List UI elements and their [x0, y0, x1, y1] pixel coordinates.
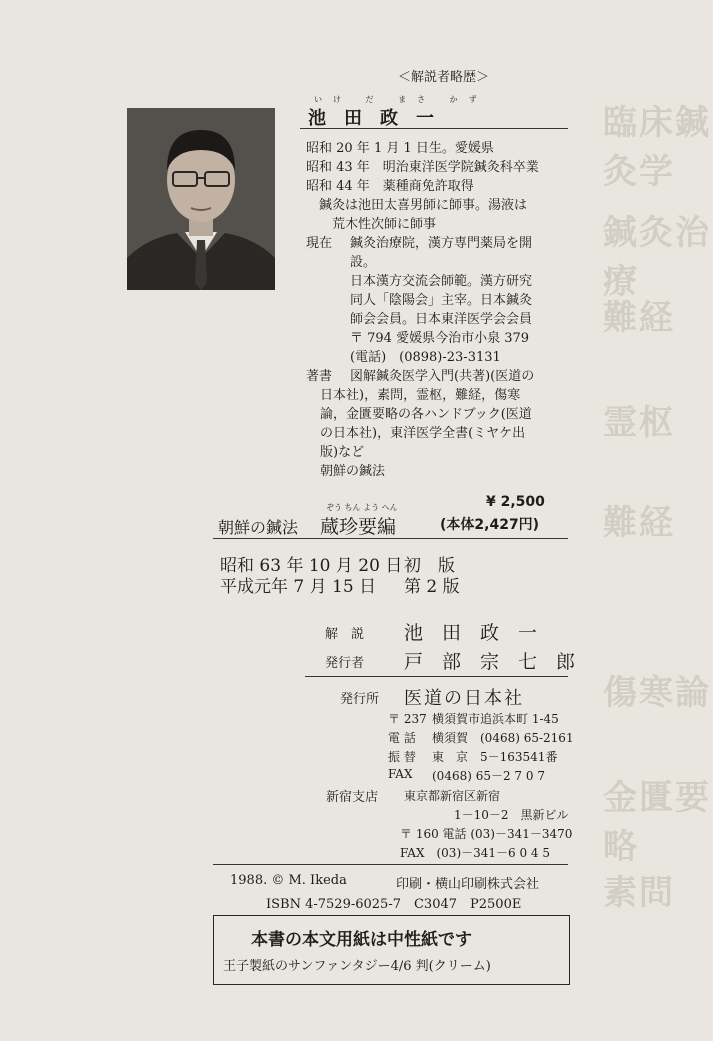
branch-line: FAX (03)－341－6 0 4 5: [400, 846, 551, 860]
current-line: 鍼灸治療院，漢方専門薬局を開: [350, 236, 533, 251]
publisher-key: FAX: [388, 767, 413, 781]
publisher-value: 横須賀市追浜本町 1-45: [432, 712, 559, 726]
current-line: 設。: [350, 255, 377, 270]
ghost-spine: 素問: [603, 873, 675, 913]
works-line: 版)など: [320, 445, 365, 460]
publisher-label: 発行所: [340, 692, 380, 707]
isbn: ISBN 4-7529-6025-7 C3047 P2500E: [266, 897, 522, 912]
edition-date: 昭和 63 年 10 月 20 日: [220, 556, 403, 576]
ghost-spine: 鍼灸治療: [603, 213, 711, 302]
book-title: 蔵珍要編: [320, 516, 397, 538]
current-line: (電話) (0898)-23-3131: [350, 350, 501, 365]
works-line: 朝鮮の鍼法: [320, 464, 386, 479]
price: ¥ 2,500: [486, 494, 545, 510]
title-ruby: ぞう ちん よう へん: [326, 503, 398, 512]
divider: [213, 538, 568, 539]
credit-name: 池 田 政 一: [404, 622, 538, 644]
credit-role: 発行者: [325, 656, 365, 671]
publisher-key: 電 話: [388, 731, 416, 745]
works-line: 図解鍼灸医学入門(共著)(医道の: [350, 369, 535, 384]
edition-date: 平成元年 7 月 15 日: [220, 577, 377, 597]
bio-line: 荒木性次師に師事: [306, 217, 437, 232]
edition-label: 第 2 版: [404, 577, 460, 597]
current-label: 現在: [306, 236, 333, 251]
printer: 印刷・横山印刷株式会社: [396, 877, 540, 892]
paper-notice-main: 本書の本文用紙は中性紙です: [251, 930, 472, 950]
divider: [305, 676, 568, 677]
current-line: 師会会員。日本東洋医学会会員: [350, 312, 533, 327]
branch-line: 〒 160 電話 (03)－341－3470: [400, 827, 573, 841]
author-name-ruby: いけ だ まさ かず: [314, 95, 488, 104]
works-line: の日本社)，東洋医学全書(ミヤケ出: [320, 426, 526, 441]
paper-notice-sub: 王子製紙のサンファンタジー4/6 判(クリーム): [223, 959, 491, 974]
background-spine-text: [563, 0, 713, 1041]
publisher-key: 振 替: [388, 750, 416, 764]
divider: [213, 864, 568, 865]
section-header: ＜解説者略歴＞: [398, 70, 490, 85]
publisher-name: 医道の日本社: [404, 688, 524, 709]
works-line: 論，金匱要略の各ハンドブック(医道: [320, 407, 532, 422]
author-photo: [127, 108, 275, 290]
branch-line: 1－10－2 黒新ビル: [454, 808, 569, 822]
copyright: 1988. © M. Ikeda: [230, 873, 347, 888]
ghost-spine: 金匱要略: [603, 778, 711, 867]
works-line: 日本社)，素問，霊枢，難経，傷寒: [320, 388, 521, 403]
branch-line: 東京都新宿区新宿: [404, 789, 501, 803]
ghost-spine: 難経: [603, 503, 675, 543]
credit-name: 戸 部 宗 七 郎: [404, 651, 576, 673]
branch-label: 新宿支店: [326, 790, 379, 805]
current-line: 日本漢方交流会師範。漢方研究: [350, 274, 533, 289]
bio-line: 昭和 43 年 明治東洋医学院鍼灸科卒業: [306, 160, 539, 175]
ghost-spine: 傷寒論: [603, 673, 711, 713]
publisher-value: (0468) 65－2 7 0 7: [432, 769, 545, 783]
credit-role: 解 説: [325, 627, 365, 642]
current-line: 〒 794 愛媛県今治市小泉 379: [350, 331, 530, 346]
ghost-spine: 難経: [603, 298, 675, 338]
publisher-value: 横須賀 (0468) 65-2161: [432, 731, 574, 745]
bio-line: 昭和 20 年 1 月 1 日生。愛媛県: [306, 141, 494, 156]
ghost-spine: 臨床鍼灸学: [603, 103, 711, 192]
price-body: (本体2,427円): [440, 517, 540, 533]
works-label: 著書: [306, 369, 333, 384]
bio-line: 鍼灸は池田太喜男師に師事。湯液は: [306, 198, 528, 213]
current-line: 同人「陰陽会」主宰。日本鍼灸: [350, 293, 533, 308]
edition-label: 初 版: [404, 556, 455, 576]
publisher-value: 東 京 5－163541番: [432, 750, 558, 764]
bio-line: 昭和 44 年 薬種商免許取得: [306, 179, 474, 194]
publisher-key: 〒 237: [388, 712, 427, 726]
author-name: 池 田 政 一: [308, 108, 434, 129]
divider: [300, 128, 568, 129]
book-series: 朝鮮の鍼法: [218, 518, 299, 537]
ghost-spine: 霊枢: [603, 403, 675, 443]
